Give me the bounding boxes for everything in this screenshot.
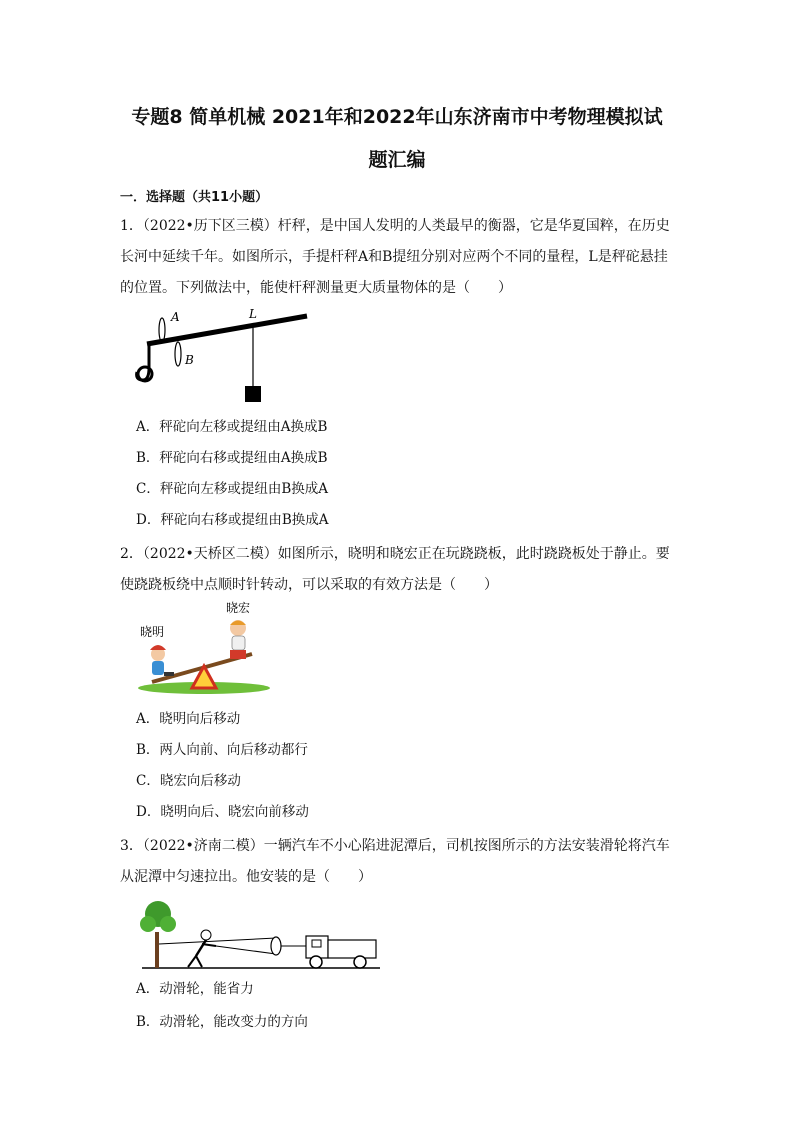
label-b: B [185, 353, 194, 367]
q3-option-b: B．动滑轮，能改变力的方向 [136, 1014, 308, 1030]
pulley-wheel [271, 937, 281, 955]
seesaw-figure [134, 598, 274, 698]
question-1-text: 1．（2022•历下区三模）杆秤，是中国人发明的人类最早的衡器，它是华夏国粹，在历史长河中延续千年。如图所示，手提杆秤A和B提纽分别对应两个不同的量程，L是秤砣悬挂的位置。下列做法中，能使杆秤测量更大质量物体的是（ ） [120, 218, 670, 296]
label-l: L [249, 307, 257, 321]
q1-option-d: D．秤砣向右移或提纽由B换成A [136, 512, 329, 528]
label-xiaoming: 晓明 [140, 625, 165, 639]
question-3-text: 3．（2022•济南二模）一辆汽车不小心陷进泥潭后，司机按图所示的方法安装滑轮将汽车从泥潭中匀速拉出。他安装的是（ ） [120, 838, 670, 885]
truck-wheel-rear [354, 956, 366, 968]
document-title-line1: 专题8 简单机械 2021年和2022年山东济南市中考物理模拟试 [131, 106, 663, 128]
lifting-cord-b [175, 342, 181, 366]
q2-option-a: A．晓明向后移动 [136, 711, 241, 727]
question-2-text: 2．（2022•天桥区二模）如图所示，晓明和晓宏正在玩跷跷板，此时跷跷板处于静止。要使跷跷板绕中点顺时针转动，可以采取的有效方法是（ ） [120, 546, 670, 593]
document-title-line2: 题汇编 [368, 149, 426, 171]
label-a: A [171, 310, 180, 324]
rope-lower [216, 946, 276, 954]
truck-wheel-front [310, 956, 322, 968]
tree-trunk [155, 932, 159, 968]
q3-option-a: A．动滑轮，能省力 [136, 981, 254, 997]
section-heading: 一．选择题（共11小题） [120, 190, 269, 205]
counterweight [245, 386, 261, 402]
q2-option-b: B．两人向前、向后移动都行 [136, 742, 308, 758]
q1-option-b: B．秤砣向右移或提纽由A换成B [136, 450, 328, 466]
rope-upper [159, 938, 276, 944]
label-xiaohong: 晓宏 [226, 601, 251, 615]
truck-bed [328, 940, 376, 958]
q1-option-c: C．秤砣向左移或提纽由B换成A [136, 481, 328, 497]
q2-option-d: D．晓明向后、晓宏向前移动 [136, 804, 309, 820]
steelyard-figure [135, 304, 315, 404]
pulley-figure [140, 892, 385, 972]
q1-option-a: A．秤砣向左移或提纽由A换成B [136, 419, 328, 435]
q2-option-c: C．晓宏向后移动 [136, 773, 241, 789]
lifting-cord-a [159, 318, 165, 342]
